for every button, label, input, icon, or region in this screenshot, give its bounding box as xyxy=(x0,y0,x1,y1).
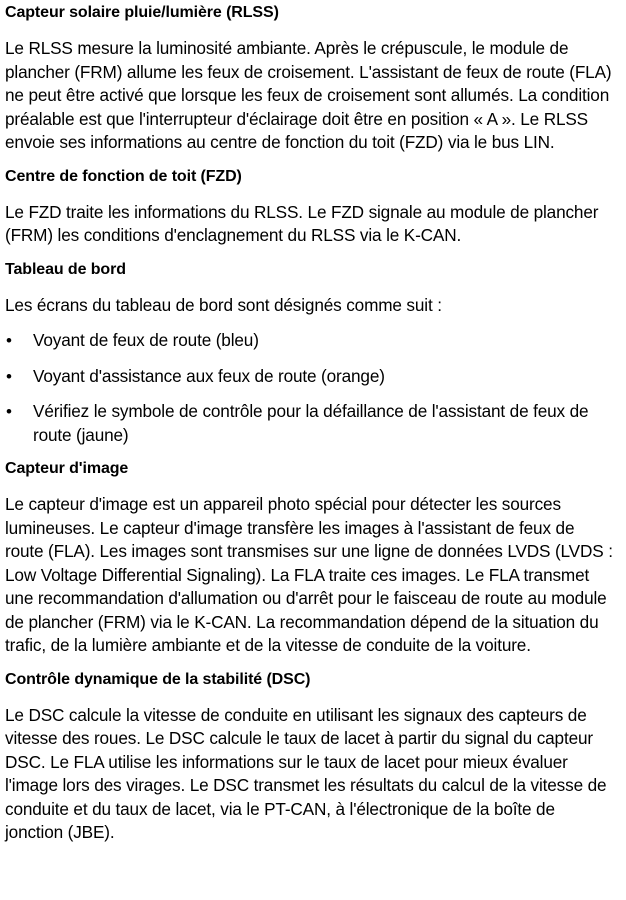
list-item xyxy=(5,400,616,447)
section-paragraph-tableau-de-bord: Les écrans du tableau de bord sont désignés comme suit : xyxy=(5,294,442,315)
section-heading-tableau-de-bord: Tableau de bord xyxy=(5,260,126,278)
list-item-text: Voyant d'assistance aux feux de route (orange) xyxy=(33,365,385,386)
section-heading-capteur-image: Capteur d'image xyxy=(5,460,129,477)
section-heading-dsc: Contrôle dynamique de la stabilité (DSC) xyxy=(5,670,311,688)
list-item xyxy=(5,329,616,353)
bullet-icon: • xyxy=(6,402,12,421)
section-paragraph-fzd: Le FZD traite les informations du RLSS. Le FZD signale au module de plancher (FRM) les conditions d'enclagnement du RLSS via le K-CAN. xyxy=(5,201,599,245)
list-item xyxy=(5,365,616,389)
section-paragraph-rlss: Le RLSS mesure la luminosité ambiante. Après le crépuscule, le module de plancher (FRM) allume les feux de croisement. L'assistant de feux de route (FLA) ne peut être activé que lorsque les feux de croisement sont allumés. La condition préalable est que l'interrupteur d'éclairage doit être en position « A ». Le RLSS envoie ses informations au centre de fonction du toit (FZD) via le bus LIN. xyxy=(5,38,612,152)
bullet-icon: • xyxy=(6,331,12,350)
section-paragraph-capteur-image: Le capteur d'image est un appareil photo spécial pour détecter les sources lumineuses. Le capteur d'image transfère les images à l'assistant de feux de route (FLA). Les images sont transmises sur une ligne de données LVDS (LVDS : Low Voltage Differential Signaling). La FLA traite ces images. Le FLA transmet une recommandation d'allumation ou d'arrêt pour le faisceau de route au module de plancher (FRM) via le K-CAN. La recommandation dépend de la situation du trafic, de la lumière ambiante et de la vitesse de conduite de la voiture. xyxy=(5,494,613,655)
section-heading-fzd: Centre de fonction de toit (FZD) xyxy=(5,167,242,185)
section-paragraph-dsc: Le DSC calcule la vitesse de conduite en utilisant les signaux des capteurs de vitesse des roues. Le DSC calcule le taux de lacet à partir du signal du capteur DSC. Le FLA utilise les informations sur le taux de lacet pour mieux évaluer l'image lors des virages. Le DSC transmet les résultats du calcul de la vitesse de conduite et du taux de lacet, via le PT-CAN, à l'électronique de la boîte de jonction (JBE). xyxy=(5,704,607,842)
bullet-icon: • xyxy=(6,366,12,386)
section-heading-rlss: Capteur solaire pluie/lumière (RLSS) xyxy=(5,4,279,21)
list-item-text: Voyant de feux de route (bleu) xyxy=(33,330,259,350)
list-item-text: Vérifiez le symbole de contrôle pour la défaillance de l'assistant de feux de route (jaune) xyxy=(33,401,589,445)
tableau-de-bord-list xyxy=(5,329,616,447)
